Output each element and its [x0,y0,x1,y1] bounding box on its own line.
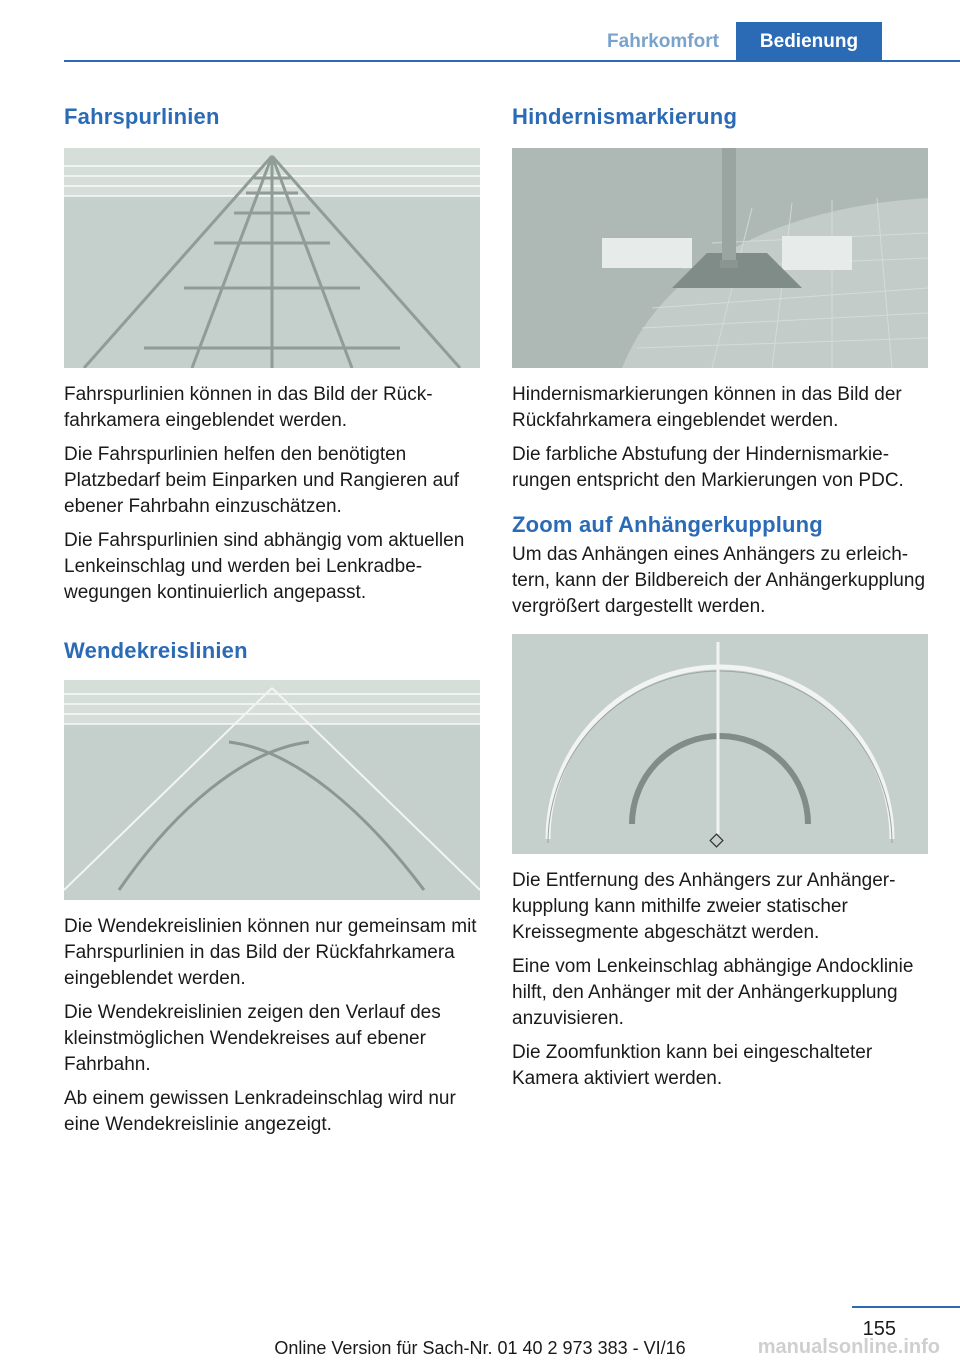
paragraph: Die Fahrspurlinien sind abhängig vom aktuellen Lenkeinschlag und werden bei Lenkradbewegungen kontinuierlich angepasst. [64,530,465,603]
paragraph: Die Entfernung des Anhängers zur Anhängerkupplung kann mithilfe zweier statischer Kreissegmente abgeschätzt werden. [512,870,896,943]
watermark: manualsonline.info [757,1336,940,1358]
paragraph: Die Zoomfunktion kann bei eingeschalteter Kamera aktiviert werden. [512,1042,873,1089]
paragraph: Die farbliche Abstufung der Hindernismarkierungen entspricht den Markierungen von PDC. [512,444,904,491]
heading-hindernismarkierung: Hindernismarkierung [512,104,738,129]
header-tab-chapter: Bedienung [736,22,882,62]
figure-obstacle-marking [512,148,928,368]
left-column [64,104,480,1146]
header-rule [64,60,960,62]
paragraph: Ab einem gewissen Lenkradeinschlag wird nur eine Wendekreislinie angezeigt. [64,1088,456,1135]
right-column [512,104,928,1100]
heading-wendekreislinien: Wendekreislinien [64,638,248,663]
paragraph: Hindernismarkierungen können in das Bild der Rückfahrkamera eingeblendet werden. [512,384,902,431]
figure-turning-circle-lines [64,680,480,900]
paragraph: Die Fahrspurlinien helfen den benötigten Platzbedarf beim Einparken und Rangieren auf ebener Fahrbahn einzuschätzen. [64,444,460,517]
paragraph: Die Wendekreislinien zeigen den Verlauf des kleinstmöglichen Wendekreises auf ebener Fahrbahn. [64,1002,441,1075]
paragraph: Fahrspurlinien können in das Bild der Rückfahrkamera eingeblendet werden. [64,384,433,431]
figure-lane-lines [64,148,480,368]
figure-trailer-hitch-zoom [512,634,928,854]
heading-fahrspurlinien: Fahrspurlinien [64,104,220,129]
paragraph: Eine vom Lenkeinschlag abhängige Andocklinie hilft, den Anhänger mit der Anhängerkupplung anzuvisieren. [512,956,914,1029]
footer-rule [852,1306,960,1308]
header-tab-section: Fahrkomfort [607,31,719,52]
footer-online-version: Online Version für Sach-Nr. 01 40 2 973 383 - VI/16 [274,1338,686,1358]
paragraph: Um das Anhängen eines Anhängers zu erleichtern, kann der Bildbereich der Anhängerkupplung vergrößert dargestellt werden. [512,544,926,617]
paragraph: Die Wendekreislinien können nur gemeinsam mit Fahrspurlinien in das Bild der Rückfahrkamera eingeblendet werden. [64,916,477,989]
page-number: 155 [862,1318,896,1340]
heading-zoom-anhaengerkupplung: Zoom auf Anhängerkupplung [512,512,823,537]
